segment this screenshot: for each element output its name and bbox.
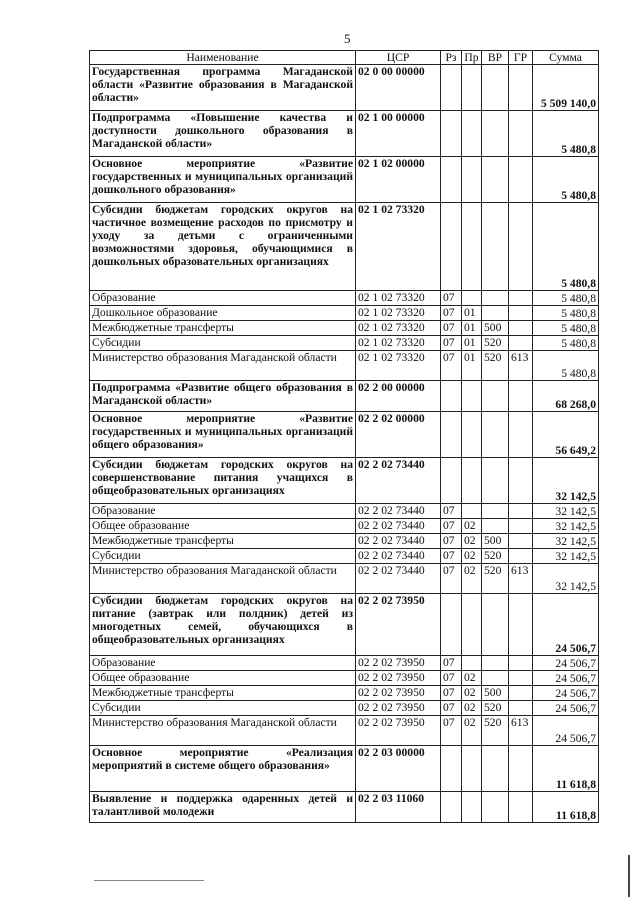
row-name: Субсидии <box>90 701 356 716</box>
row-rz: 07 <box>441 336 462 351</box>
row-gr <box>509 504 533 519</box>
table-row <box>90 412 599 458</box>
table-row <box>90 336 599 351</box>
row-gr <box>509 458 533 504</box>
row-rz: 07 <box>441 504 462 519</box>
row-csr: 02 2 02 73950 <box>356 656 441 671</box>
row-gr <box>509 381 533 412</box>
row-name: Субсидии <box>90 549 356 564</box>
row-gr <box>509 65 533 111</box>
table-row <box>90 746 599 792</box>
row-pr <box>462 594 482 656</box>
row-vr: 520 <box>482 716 509 746</box>
table-row <box>90 291 599 306</box>
header-pr: Пр <box>462 51 482 65</box>
table-row <box>90 594 599 656</box>
row-sum: 32 142,5 <box>533 519 599 534</box>
row-pr: 01 <box>462 336 482 351</box>
row-rz: 07 <box>441 656 462 671</box>
table-row <box>90 716 599 746</box>
table-row <box>90 203 599 291</box>
row-gr <box>509 336 533 351</box>
header-gr: ГР <box>509 51 533 65</box>
row-pr: 02 <box>462 686 482 701</box>
row-vr: 500 <box>482 321 509 336</box>
row-csr: 02 2 02 73950 <box>356 594 441 656</box>
row-rz: 07 <box>441 519 462 534</box>
row-name: Образование <box>90 504 356 519</box>
row-sum: 5 480,8 <box>533 111 599 157</box>
row-name: Межбюджетные трансферты <box>90 534 356 549</box>
row-pr <box>462 458 482 504</box>
row-rz: 07 <box>441 716 462 746</box>
row-sum: 24 506,7 <box>533 594 599 656</box>
row-name: Министерство образования Магаданской области <box>90 564 356 594</box>
row-vr <box>482 458 509 504</box>
row-sum: 24 506,7 <box>533 656 599 671</box>
page-number: 5 <box>344 31 351 46</box>
row-gr <box>509 111 533 157</box>
row-rz: 07 <box>441 351 462 381</box>
row-vr: 520 <box>482 564 509 594</box>
row-name: Выявление и поддержка одаренных детей и талантливой молодежи <box>90 792 356 823</box>
row-csr: 02 2 02 73950 <box>356 716 441 746</box>
row-sum: 11 618,8 <box>533 746 599 792</box>
header-sum: Сумма <box>533 51 599 65</box>
table-row <box>90 656 599 671</box>
row-pr: 01 <box>462 306 482 321</box>
row-name: Субсидии бюджетам городских округов на частичное возмещение расходов по присмотру и уходу за детьми с ограниченными возможностями здоровья, обучающимися в дошкольных образовательных организациях <box>90 203 356 291</box>
row-sum: 5 509 140,0 <box>533 65 599 111</box>
row-sum: 56 649,2 <box>533 412 599 458</box>
row-name: Государственная программа Магаданской области «Развитие образования в Магаданской области» <box>90 65 356 111</box>
row-sum: 5 480,8 <box>533 351 599 381</box>
table-row <box>90 701 599 716</box>
row-sum: 5 480,8 <box>533 321 599 336</box>
row-csr: 02 2 02 73440 <box>356 504 441 519</box>
row-rz: 07 <box>441 549 462 564</box>
budget-table <box>89 50 599 823</box>
row-gr <box>509 157 533 203</box>
row-pr <box>462 504 482 519</box>
table-row <box>90 65 599 111</box>
row-name: Межбюджетные трансферты <box>90 686 356 701</box>
row-rz <box>441 412 462 458</box>
header-vr: ВР <box>482 51 509 65</box>
row-pr <box>462 792 482 823</box>
row-gr <box>509 321 533 336</box>
row-csr: 02 1 02 73320 <box>356 291 441 306</box>
row-vr <box>482 306 509 321</box>
row-gr <box>509 594 533 656</box>
row-gr: 613 <box>509 351 533 381</box>
row-sum: 32 142,5 <box>533 458 599 504</box>
row-csr: 02 2 02 73950 <box>356 701 441 716</box>
row-name: Министерство образования Магаданской области <box>90 716 356 746</box>
table-row <box>90 549 599 564</box>
table-row <box>90 534 599 549</box>
table-row <box>90 111 599 157</box>
row-pr <box>462 291 482 306</box>
table-row <box>90 381 599 412</box>
row-name: Общее образование <box>90 671 356 686</box>
table-row <box>90 306 599 321</box>
row-csr: 02 1 02 00000 <box>356 157 441 203</box>
row-gr <box>509 519 533 534</box>
row-sum: 32 142,5 <box>533 504 599 519</box>
row-gr: 613 <box>509 564 533 594</box>
row-name: Подпрограмма «Повышение качества и доступности дошкольного образования в Магаданской области» <box>90 111 356 157</box>
row-sum: 24 506,7 <box>533 671 599 686</box>
row-csr: 02 2 02 73440 <box>356 458 441 504</box>
row-pr: 02 <box>462 671 482 686</box>
row-pr <box>462 203 482 291</box>
row-rz: 07 <box>441 534 462 549</box>
row-vr <box>482 671 509 686</box>
row-vr: 520 <box>482 351 509 381</box>
row-vr <box>482 203 509 291</box>
row-csr: 02 2 02 73440 <box>356 519 441 534</box>
row-pr <box>462 111 482 157</box>
row-pr <box>462 381 482 412</box>
row-rz <box>441 792 462 823</box>
row-vr <box>482 381 509 412</box>
row-sum: 5 480,8 <box>533 306 599 321</box>
row-rz <box>441 458 462 504</box>
row-csr: 02 2 02 73440 <box>356 564 441 594</box>
row-gr <box>509 792 533 823</box>
table-row <box>90 351 599 381</box>
row-pr <box>462 157 482 203</box>
row-pr <box>462 412 482 458</box>
row-rz: 07 <box>441 686 462 701</box>
row-vr: 520 <box>482 549 509 564</box>
table-row <box>90 671 599 686</box>
row-name: Субсидии бюджетам городских округов на питание (завтрак или полдник) детей из многодетных семей, обучающихся в общеобразовательных организациях <box>90 594 356 656</box>
row-vr: 500 <box>482 534 509 549</box>
table-header-row <box>90 51 599 65</box>
row-csr: 02 2 02 00000 <box>356 412 441 458</box>
row-name: Межбюджетные трансферты <box>90 321 356 336</box>
row-vr <box>482 792 509 823</box>
row-name: Основное мероприятие «Реализация мероприятий в системе общего образования» <box>90 746 356 792</box>
row-rz: 07 <box>441 671 462 686</box>
row-vr: 500 <box>482 686 509 701</box>
row-rz <box>441 157 462 203</box>
header-rz: Рз <box>441 51 462 65</box>
scan-edge-mark <box>628 855 630 897</box>
row-gr <box>509 746 533 792</box>
row-csr: 02 1 02 73320 <box>356 336 441 351</box>
row-pr: 02 <box>462 564 482 594</box>
row-gr <box>509 686 533 701</box>
row-vr <box>482 111 509 157</box>
row-rz <box>441 746 462 792</box>
row-rz: 07 <box>441 306 462 321</box>
row-name: Образование <box>90 656 356 671</box>
row-rz <box>441 381 462 412</box>
row-name: Образование <box>90 291 356 306</box>
row-csr: 02 0 00 00000 <box>356 65 441 111</box>
row-csr: 02 2 02 73440 <box>356 549 441 564</box>
row-name: Субсидии бюджетам городских округов на совершенствование питания учащихся в общеобразовательных организациях <box>90 458 356 504</box>
row-vr <box>482 291 509 306</box>
row-sum: 32 142,5 <box>533 549 599 564</box>
row-sum: 5 480,8 <box>533 203 599 291</box>
row-csr: 02 1 02 73320 <box>356 203 441 291</box>
row-sum: 32 142,5 <box>533 564 599 594</box>
row-pr: 02 <box>462 534 482 549</box>
row-csr: 02 2 03 11060 <box>356 792 441 823</box>
table-row <box>90 458 599 504</box>
row-sum: 5 480,8 <box>533 291 599 306</box>
row-sum: 5 480,8 <box>533 336 599 351</box>
row-csr: 02 1 02 73320 <box>356 351 441 381</box>
row-pr: 02 <box>462 549 482 564</box>
row-gr <box>509 412 533 458</box>
row-rz <box>441 203 462 291</box>
row-gr <box>509 534 533 549</box>
row-rz <box>441 111 462 157</box>
row-csr: 02 2 02 73950 <box>356 686 441 701</box>
row-vr <box>482 594 509 656</box>
row-rz: 07 <box>441 291 462 306</box>
table-row <box>90 321 599 336</box>
row-vr <box>482 504 509 519</box>
row-pr: 01 <box>462 351 482 381</box>
row-csr: 02 2 02 73440 <box>356 534 441 549</box>
row-gr <box>509 549 533 564</box>
row-gr <box>509 291 533 306</box>
row-vr: 520 <box>482 701 509 716</box>
row-rz <box>441 65 462 111</box>
row-vr: 520 <box>482 336 509 351</box>
table-row <box>90 504 599 519</box>
row-vr <box>482 412 509 458</box>
row-gr <box>509 671 533 686</box>
row-pr <box>462 746 482 792</box>
table-row <box>90 792 599 823</box>
row-sum: 24 506,7 <box>533 701 599 716</box>
row-csr: 02 1 02 73320 <box>356 321 441 336</box>
row-vr <box>482 519 509 534</box>
row-gr <box>509 203 533 291</box>
row-sum: 11 618,8 <box>533 792 599 823</box>
row-gr <box>509 701 533 716</box>
header-name: Наименование <box>90 51 356 65</box>
scan-line-mark <box>94 880 204 881</box>
row-gr <box>509 306 533 321</box>
row-pr: 01 <box>462 321 482 336</box>
row-name: Субсидии <box>90 336 356 351</box>
row-pr <box>462 656 482 671</box>
table-row <box>90 686 599 701</box>
row-vr <box>482 656 509 671</box>
row-pr: 02 <box>462 701 482 716</box>
row-vr <box>482 65 509 111</box>
row-vr <box>482 746 509 792</box>
row-name: Дошкольное образование <box>90 306 356 321</box>
row-csr: 02 1 02 73320 <box>356 306 441 321</box>
row-pr <box>462 65 482 111</box>
row-sum: 24 506,7 <box>533 686 599 701</box>
row-csr: 02 2 02 73950 <box>356 671 441 686</box>
row-rz <box>441 594 462 656</box>
row-name: Основное мероприятие «Развитие государственных и муниципальных организаций общего образования» <box>90 412 356 458</box>
row-pr: 02 <box>462 519 482 534</box>
row-name: Министерство образования Магаданской области <box>90 351 356 381</box>
row-csr: 02 2 03 00000 <box>356 746 441 792</box>
row-sum: 68 268,0 <box>533 381 599 412</box>
table-row <box>90 519 599 534</box>
row-pr: 02 <box>462 716 482 746</box>
row-vr <box>482 157 509 203</box>
row-gr: 613 <box>509 716 533 746</box>
row-csr: 02 2 00 00000 <box>356 381 441 412</box>
row-sum: 5 480,8 <box>533 157 599 203</box>
row-name: Подпрограмма «Развитие общего образования в Магаданской области» <box>90 381 356 412</box>
row-sum: 32 142,5 <box>533 534 599 549</box>
row-rz: 07 <box>441 701 462 716</box>
row-rz: 07 <box>441 321 462 336</box>
row-name: Общее образование <box>90 519 356 534</box>
row-gr <box>509 656 533 671</box>
table-row <box>90 564 599 594</box>
row-rz: 07 <box>441 564 462 594</box>
header-csr: ЦСР <box>356 51 441 65</box>
row-name: Основное мероприятие «Развитие государственных и муниципальных организаций дошкольного образования» <box>90 157 356 203</box>
row-csr: 02 1 00 00000 <box>356 111 441 157</box>
table-row <box>90 157 599 203</box>
row-sum: 24 506,7 <box>533 716 599 746</box>
